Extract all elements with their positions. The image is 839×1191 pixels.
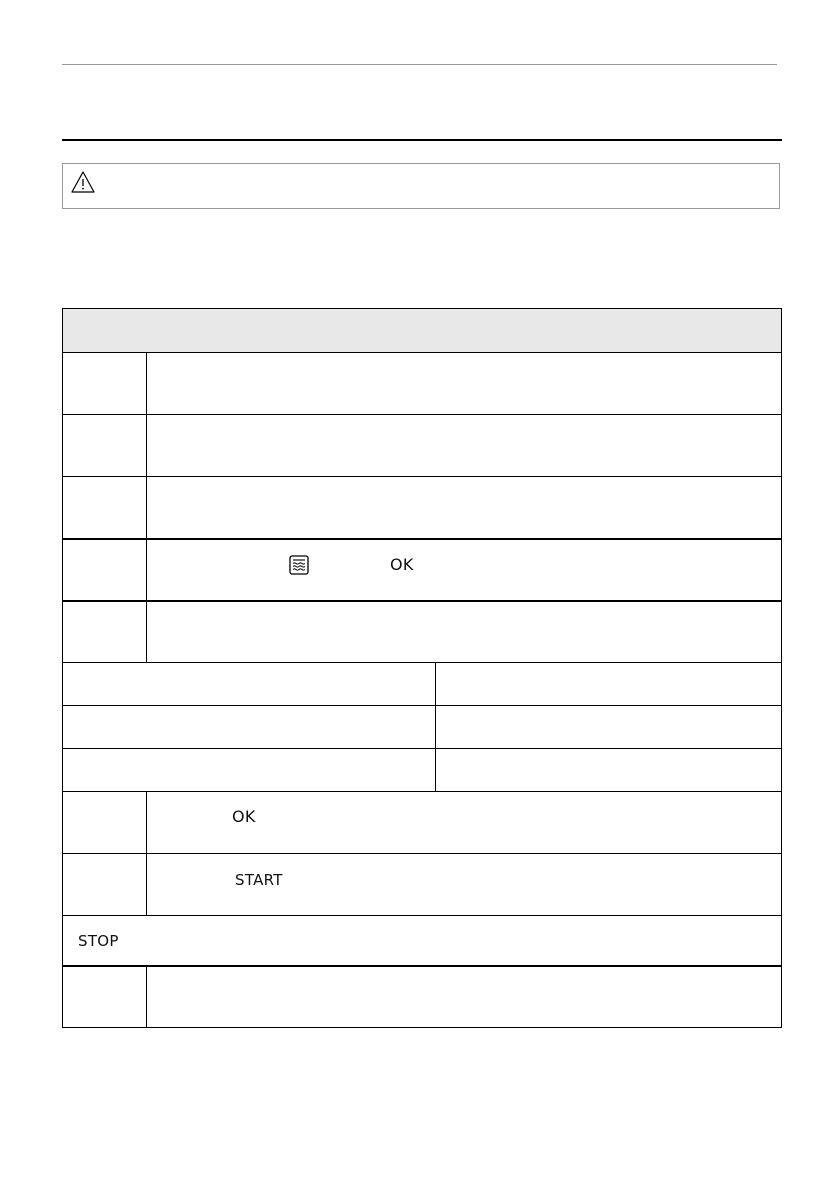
start-key-label: START: [235, 871, 283, 889]
setting-value: [436, 749, 781, 791]
section-rule: [62, 139, 782, 141]
procedure-table: [62, 308, 782, 1028]
setting-value: [436, 663, 781, 705]
microwave-icon: [289, 555, 309, 580]
table-header: [63, 309, 781, 352]
step-row: [63, 538, 781, 600]
step-description: [147, 353, 781, 414]
step-number: [63, 967, 147, 1027]
step-row: [63, 414, 781, 476]
step-number: [63, 353, 147, 414]
step-row: [63, 791, 781, 853]
step-row: [63, 853, 781, 915]
step-row: [63, 965, 781, 1027]
setting-name: [63, 706, 436, 748]
header-rule: [62, 64, 777, 65]
setting-row: [63, 705, 781, 748]
setting-value: [436, 706, 781, 748]
step-row: [63, 476, 781, 538]
step-number: [63, 792, 147, 853]
step-row: [63, 600, 781, 662]
setting-row: [63, 662, 781, 705]
step-description: [147, 854, 781, 915]
step-description: [147, 415, 781, 476]
step-row: [63, 352, 781, 414]
step-number: [63, 540, 147, 600]
step-description: [147, 540, 781, 600]
step-description: [147, 792, 781, 853]
note-row: [63, 915, 781, 965]
ok-key-label: OK: [390, 555, 414, 574]
step-number: [63, 477, 147, 538]
step-number: [63, 854, 147, 915]
setting-row: [63, 748, 781, 791]
step-description: [147, 967, 781, 1027]
step-number: [63, 415, 147, 476]
step-description: [147, 477, 781, 538]
setting-name: [63, 749, 436, 791]
warning-box: [62, 163, 780, 209]
setting-name: [63, 663, 436, 705]
ok-key-label: OK: [232, 807, 256, 826]
stop-key-label: STOP: [78, 932, 119, 950]
step-description: [147, 602, 781, 662]
step-number: [63, 602, 147, 662]
warning-triangle-icon: [70, 170, 96, 199]
